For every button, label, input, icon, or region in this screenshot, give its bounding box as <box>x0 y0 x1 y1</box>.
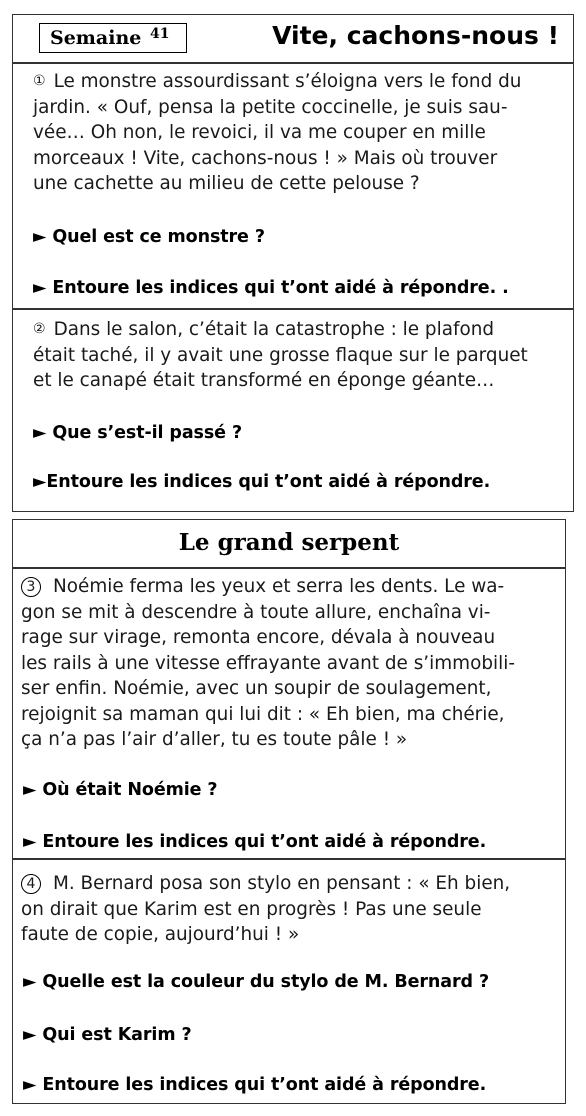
exercise-3-question-1: ► Où était Noémie ? <box>23 780 218 800</box>
exercise-3 <box>12 568 566 859</box>
header-box <box>12 14 574 63</box>
exercise-4-question-1: ► Quelle est la couleur du stylo de M. Bernard ? <box>23 972 489 992</box>
exercise-4-number: 4 <box>21 874 41 894</box>
exercise-3-question-2: ► Entoure les indices qui t’ont aidé à répondre. <box>23 832 487 852</box>
exercise-1-text: ① Le monstre assourdissant s’éloigna vers le fond du jardin. « Ouf, pensa la petite coccinelle, je suis sau- vée… Oh non, le revoici, il va me couper en mille morceaux ! Vite, cachons-nous ! » Mais où trouver une cachette au milieu de cette pelouse ? <box>33 71 522 194</box>
exercise-1-number: ① <box>33 73 46 89</box>
page-title: Vite, cachons-nous ! <box>272 21 559 50</box>
exercise-2 <box>12 309 574 512</box>
section-2-title: Le grand serpent <box>178 529 400 556</box>
exercise-3-number: 3 <box>21 577 41 597</box>
exercise-1-question-1: ► Quel est ce monstre ? <box>33 227 265 247</box>
week-badge <box>39 23 187 53</box>
exercise-4-question-2: ► Qui est Karim ? <box>23 1025 192 1045</box>
exercise-4-question-3: ► Entoure les indices qui t’ont aidé à répondre. <box>23 1075 487 1095</box>
exercise-3-text: 3 Noémie ferma les yeux et serra les dents. Le wa- gon se mit à descendre à toute allure, enchaîna vi- rage sur virage, remonta encore, dévala à nouveau les rails à une vitesse effrayante avant de s’immobili- ser enfin. Noémie, avec un soupir de soulagement, rejoignit sa maman qui lui dit : « Eh bien, ma chérie, ça n’a pas l’air d’aller, tu es toute pâle ! » <box>21 576 515 750</box>
week-number: 41 <box>150 26 170 42</box>
exercise-2-question-2: ►Entoure les indices qui t’ont aidé à répondre. <box>33 472 491 492</box>
exercise-2-question-1: ► Que s’est-il passé ? <box>33 423 242 443</box>
exercise-2-text: ② Dans le salon, c’était la catastrophe : le plafond était taché, il y avait une grosse flaque sur le parquet et le canapé était transformé en éponge géante… <box>33 319 528 391</box>
exercise-1 <box>12 63 574 309</box>
section-2-header <box>12 519 566 568</box>
exercise-4 <box>12 859 566 1104</box>
exercise-2-number: ② <box>33 321 46 337</box>
week-label: Semaine <box>50 27 142 49</box>
exercise-4-text: 4 M. Bernard posa son stylo en pensant : « Eh bien, on dirait que Karim est en progrès ! Pas une seule faute de copie, aujourd’hui ! » <box>21 873 511 945</box>
exercise-1-question-2: ► Entoure les indices qui t’ont aidé à répondre. . <box>33 278 509 298</box>
